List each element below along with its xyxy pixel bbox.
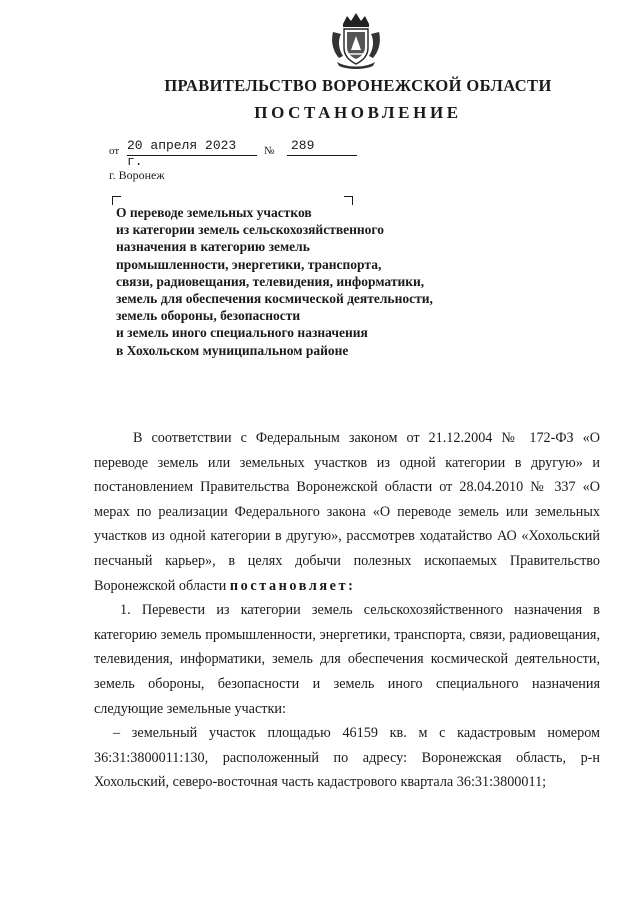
coat-of-arms-icon (329, 10, 383, 70)
number-value: 289 (287, 138, 357, 156)
preamble-text: В соответствии с Федеральным законом от 21.12.2004 № 172-ФЗ «О переводе земель или земельных участков из одной категории в другую» и постановлением Правительства Воронежской области от 28.04.2010 № 337 «О мерах по реализации Федерального закона «О переводе земель или земельных участков из одной категории в другую», рассмотрев ходатайство АО «Хохольский песчаный карьер», в целях добычи полезных ископаемых Правительство Воронежской области (94, 430, 600, 594)
date-value: 20 апреля 2023 г. (127, 138, 257, 156)
subject-line: земель обороны, безопасности (116, 308, 301, 324)
document-type: ПОСТАНОВЛЕНИЕ (254, 103, 462, 122)
date-prefix: от (109, 145, 120, 157)
subject-line: связи, радиовещания, телевидения, информатики, (116, 273, 425, 289)
subject-line: О переводе земельных участков (116, 205, 312, 220)
subject-line: в Хохольском муниципальном районе (116, 342, 349, 358)
subject-line: и земель иного специального назначения (116, 325, 368, 341)
subject-line: промышленности, энергетики, транспорта, (116, 256, 382, 272)
subject-block (116, 204, 496, 359)
subject-line: из категории земель сельскохозяйственного (116, 222, 384, 238)
document-body (94, 426, 600, 795)
number-prefix: № (264, 145, 275, 157)
city: г. Воронеж (109, 168, 165, 182)
government-title: ПРАВИТЕЛЬСТВО ВОРОНЕЖСКОЙ ОБЛАСТИ (164, 76, 552, 95)
decree-word: постановляет: (229, 577, 356, 594)
item-1-paragraph: 1. Перевести из категории земель сельскохозяйственного назначения в категорию земель промышленности, энергетики, транспорта, связи, радиовещания, телевидения, информатики, земель для обеспечения космической деятельности, земель обороны, безопасности и земель иного специального назначения следующие земельные участки: (94, 602, 600, 717)
item-1-bullet: – земельный участок площадью 46159 кв. м с кадастровым номером 36:31:3800011:130, расположенный по адресу: Воронежская область, р-н Хохольский, северо-восточная часть кадастрового квартала 36:31:3800011; (94, 725, 600, 791)
date-number-line (109, 138, 369, 169)
subject-line: назначения в категорию земель (116, 239, 310, 255)
preamble-paragraph (94, 426, 600, 598)
subject-line: земель для обеспечения космической деятельности, (116, 291, 433, 307)
